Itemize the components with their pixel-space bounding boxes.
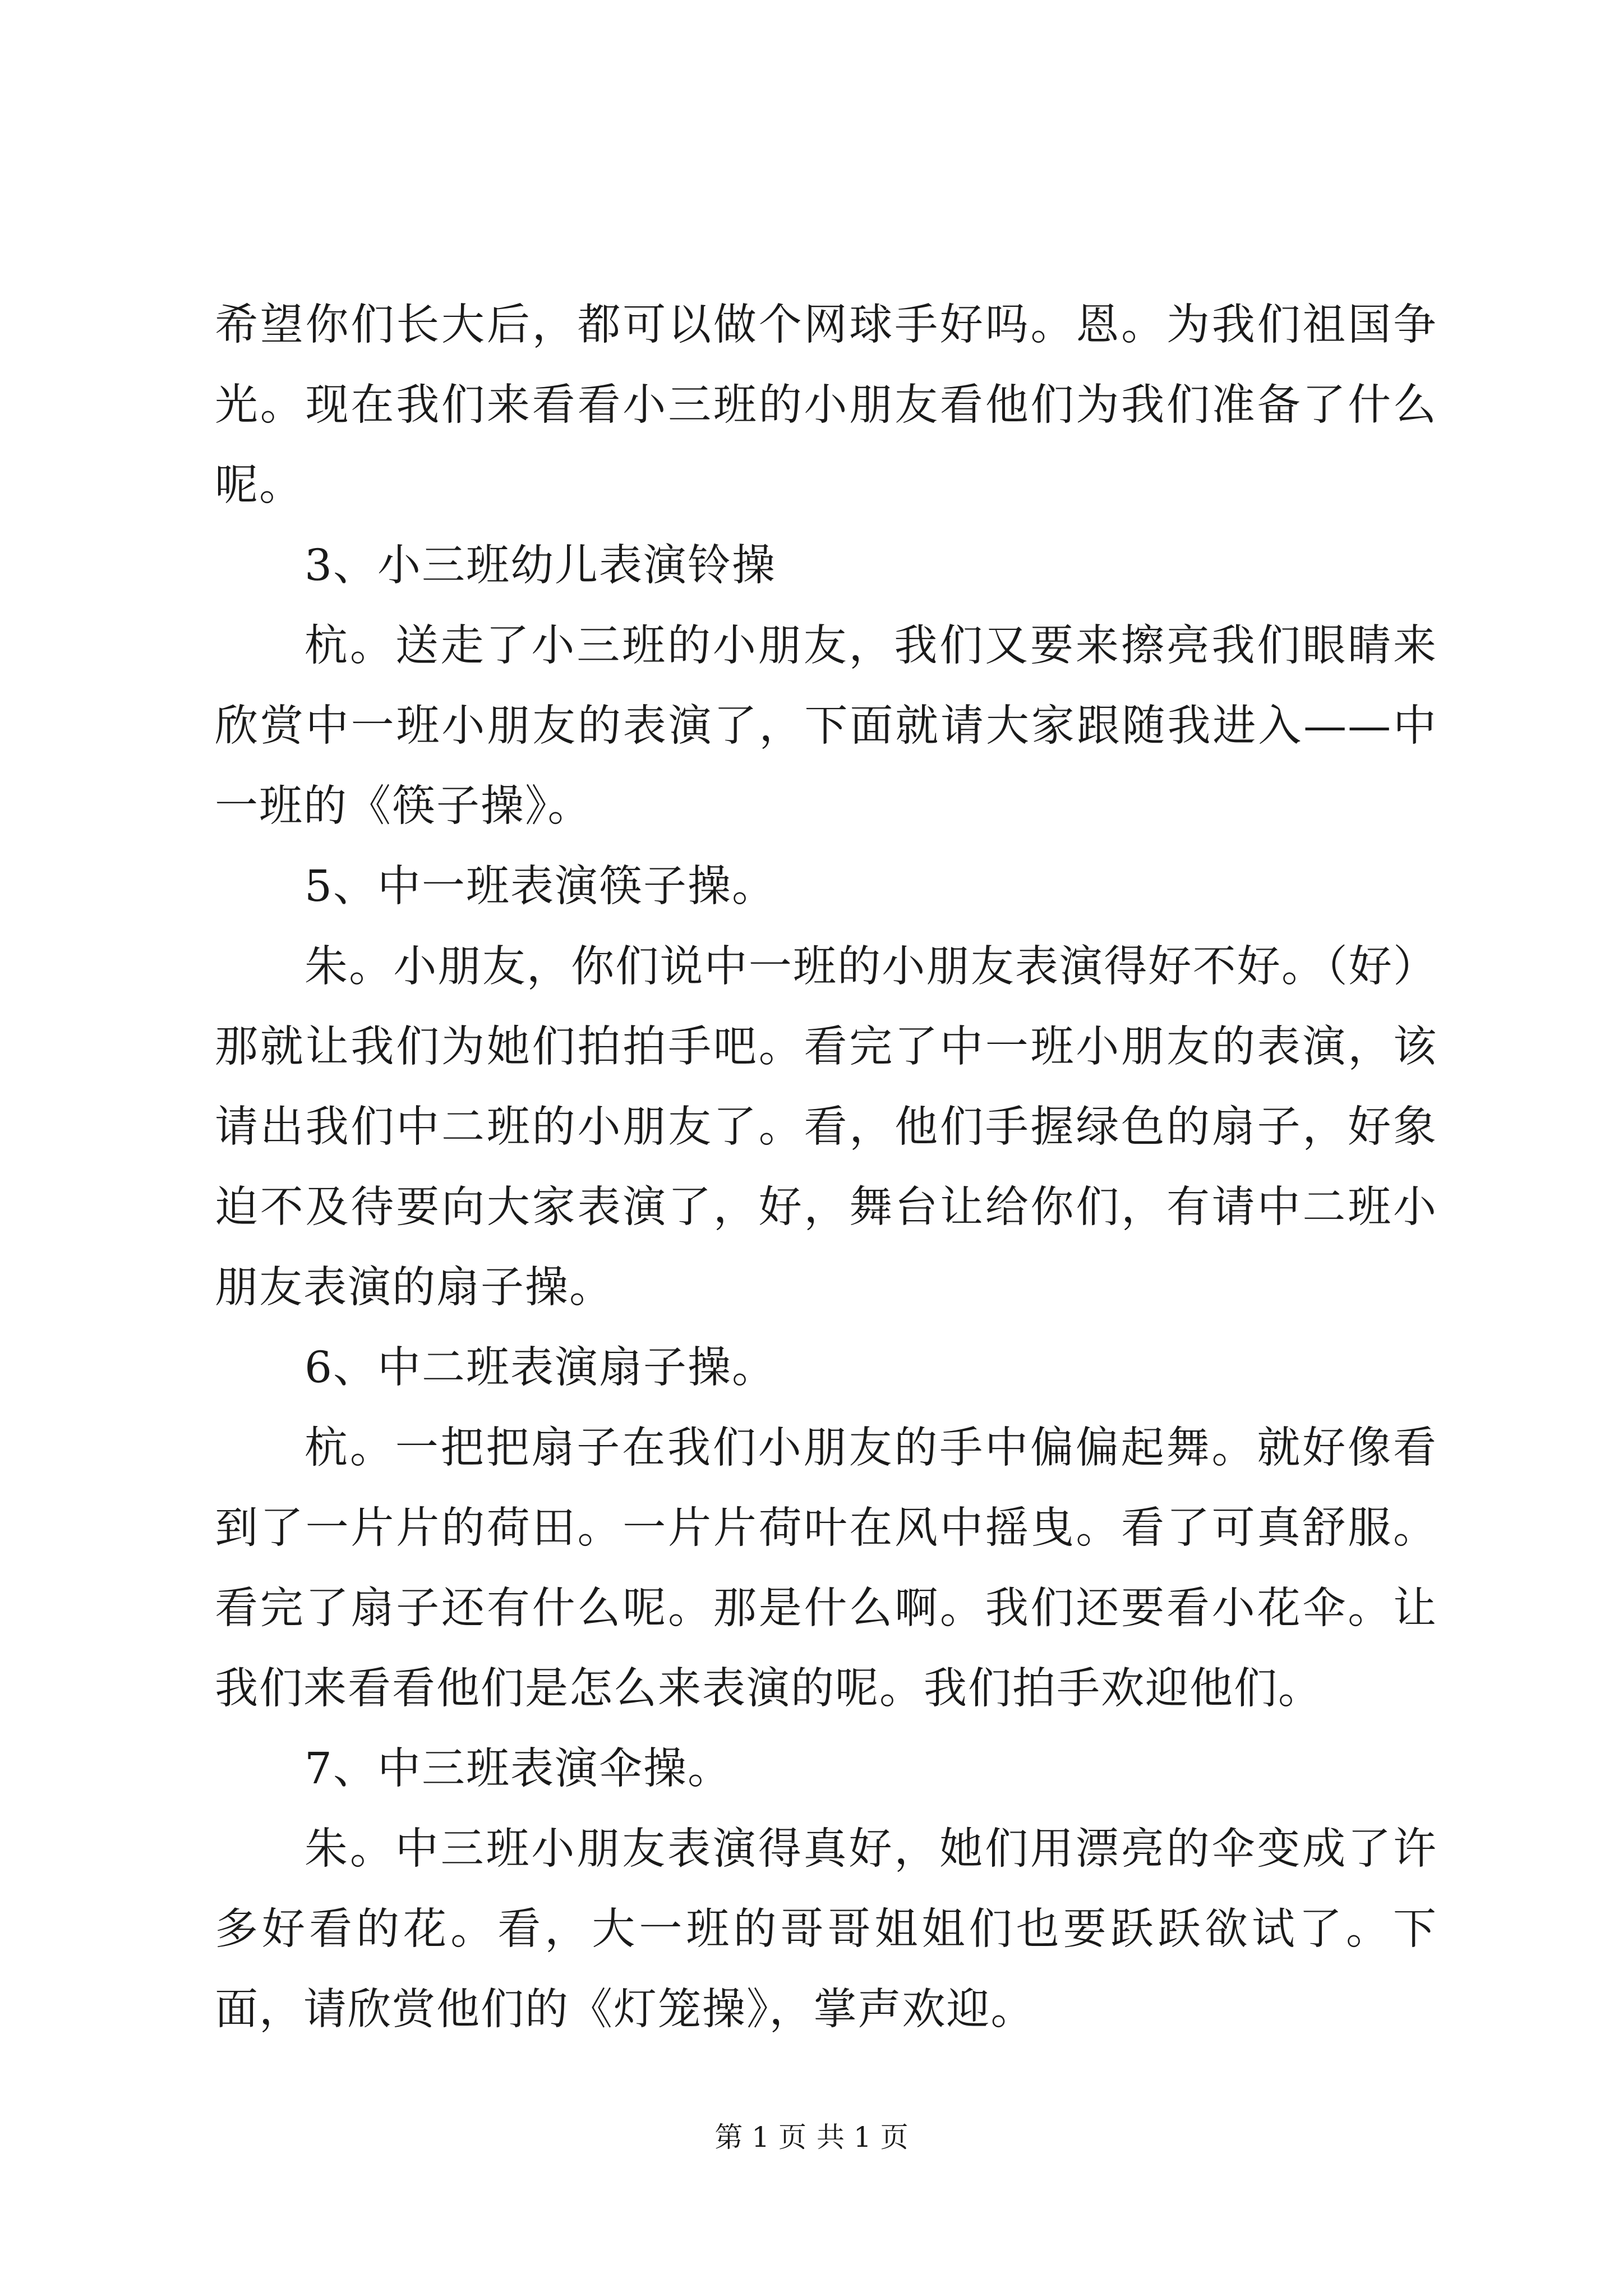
paragraph-host-zhu-2: 朱。中三班小朋友表演得真好，她们用漂亮的伞变成了许多好看的花。看，大一班的哥哥姐姐们也要跃跃欲试了。下面，请欣赏他们的《灯笼操》，掌声欢迎。: [215, 1824, 1437, 2035]
page-number: 第 1 页: [714, 2121, 806, 2154]
document-body: [215, 285, 1437, 2050]
paragraph-host-zhu-1: 朱。小朋友，你们说中一班的小朋友表演得好不好。（好）那就让我们为她们拍拍手吧。看完了中一班小朋友的表演，该请出我们中二班的小朋友了。看，他们手握绿色的扇子，好象迫不及待要向大家表演了，好，舞台让给你们，有请中二班小朋友表演的扇子操。: [215, 942, 1437, 1313]
paragraph-host-hang-2: 杭。一把把扇子在我们小朋友的手中偏偏起舞。就好像看到了一片片的荷田。一片片荷叶在风中摇曳。看了可真舒服。看完了扇子还有什么呢。那是什么啊。我们还要看小花伞。让我们来看看他们是怎么来表演的呢。我们拍手欢迎他们。: [215, 1423, 1437, 1714]
page-footer: [0, 2120, 1623, 2154]
section-heading-6: 6、中二班表演扇子操。: [305, 1343, 776, 1393]
paragraph-continuation: 希望你们长大后，都可以做个网球手好吗。恩。为我们祖国争光。现在我们来看看小三班的小朋友看他们为我们准备了什么呢。: [215, 300, 1437, 510]
page-total: 共 1 页: [817, 2121, 909, 2154]
section-heading-7: 7、中三班表演伞操。: [305, 1744, 732, 1794]
section-heading-3: 3、小三班幼儿表演铃操: [305, 541, 776, 591]
section-heading-5: 5、中一班表演筷子操。: [305, 862, 776, 912]
paragraph-host-hang-1: 杭。送走了小三班的小朋友，我们又要来擦亮我们眼睛来欣赏中一班小朋友的表演了，下面就请大家跟随我进入——中一班的《筷子操》。: [215, 621, 1437, 831]
